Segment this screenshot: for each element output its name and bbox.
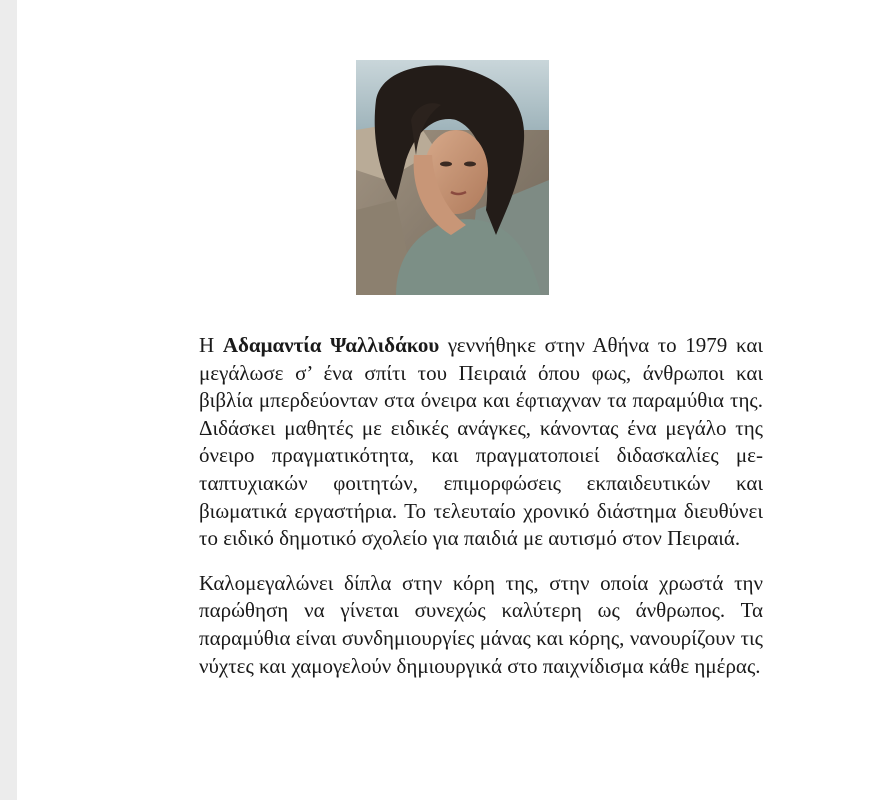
author-photo	[356, 60, 549, 295]
bio-paragraph-2: Καλομεγαλώνει δίπλα στην κόρη της, στην οποία χρωστά την παρώθηση να γίνεται συνεχώς καλύτερη ως άνθρωπος. Τα παραμύθια είναι συνδημιουργίες μάνας και κόρης, νανουρίζουν τις νύχτες και χαμογελούν δημιουργικά στο παιχνίδισμα κάθε ημέρας.	[199, 570, 763, 678]
bio-paragraph-1	[199, 332, 763, 553]
page-edge	[0, 0, 17, 800]
bio-paragraph-1-text: γεννήθηκε στην Αθήνα το 1979 και μεγάλωσε σ’ ένα σπίτι του Πειραιά όπου φως, άνθρωποι και βιβλία μπερδεύονταν στα όνειρα και έφτιαχναν τα παραμύθια της. Διδάσκει μαθητές με ειδικές ανάγκες, κάνοντας ένα μεγάλο της όνειρο πραγματικότητα, και πραγματοποιεί διδασκαλίες μεταπτυχιακών φοιτητών, επιμορφώσεις εκπαιδευτικών και βιωματικά εργαστήρια. Το τελευταίο χρονικό διάστημα διευθύνει το ειδικό δημοτικό σχολείο για παιδιά με αυτισμό στον Πειραιά.	[199, 333, 763, 551]
author-name: Αδαμαντία Ψαλλιδάκου	[222, 333, 440, 357]
bio-prefix: Η	[199, 333, 223, 357]
author-photo-illustration	[356, 60, 549, 295]
author-bio	[199, 332, 763, 680]
